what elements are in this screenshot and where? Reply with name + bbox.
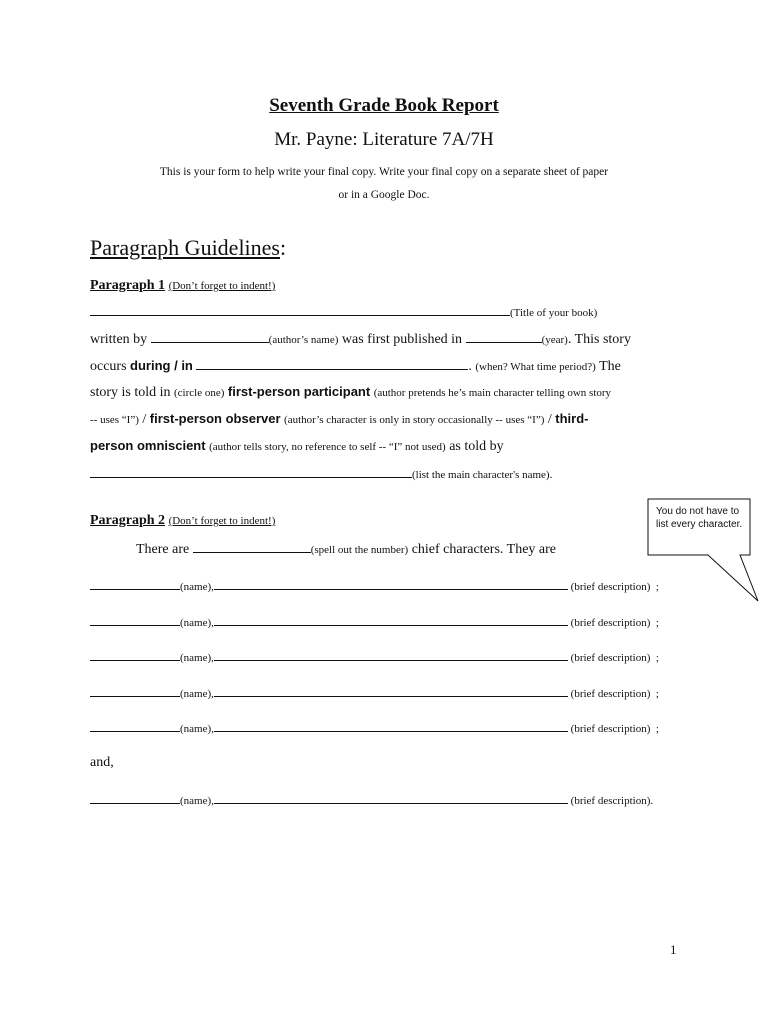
- circle-one-hint: (circle one): [174, 387, 225, 399]
- name-hint: (name),: [180, 617, 214, 629]
- main-character-line: [90, 465, 552, 483]
- period-line: occurs during / in . (when? What time period?) The: [90, 358, 621, 374]
- fpp-hint-2: -- uses “I”): [90, 414, 139, 426]
- semicolon: ;: [655, 723, 659, 735]
- and-text: and,: [90, 755, 114, 770]
- name-hint: (name),: [180, 688, 214, 700]
- name-hint: (name),: [180, 652, 214, 664]
- main-character-blank[interactable]: [90, 465, 412, 478]
- year-blank[interactable]: [466, 330, 542, 343]
- section-heading: [90, 235, 286, 261]
- character-description-blank[interactable]: [214, 791, 568, 804]
- first-person-observer-option[interactable]: first-person observer: [149, 411, 281, 426]
- third-person-omniscient-option[interactable]: person omniscient: [90, 438, 206, 453]
- paragraph-2-label: Paragraph 2: [90, 513, 166, 528]
- during-in-text: during / in: [130, 358, 193, 373]
- first-person-participant-option[interactable]: first-person participant: [227, 384, 371, 399]
- character-name-blank[interactable]: [90, 684, 180, 697]
- description-hint: (brief description): [570, 617, 651, 629]
- point-of-view-line-3: [90, 438, 504, 455]
- occurs-text: occurs: [90, 359, 127, 374]
- as-told-by-text: as told by: [449, 439, 504, 454]
- intro-line-2: or in a Google Doc.: [338, 189, 430, 201]
- section-heading-colon: :: [280, 235, 287, 260]
- description-hint-final: (brief description).: [570, 795, 654, 807]
- there-are-text: There are: [136, 542, 190, 557]
- document-title: Seventh Grade Book Report: [269, 95, 499, 116]
- story-told-text: story is told in: [90, 385, 171, 400]
- point-of-view-line: [90, 384, 611, 401]
- name-hint: (name),: [180, 723, 214, 735]
- character-description-blank[interactable]: [214, 577, 568, 590]
- page-number: 1: [670, 942, 677, 957]
- chief-characters-text: chief characters. They are: [411, 542, 557, 557]
- character-row: [90, 648, 659, 664]
- semicolon: ;: [655, 652, 659, 664]
- character-row: [90, 719, 659, 735]
- intro-line-1: This is your form to help write your final copy. Write your final copy on a separate sheet of paper: [159, 166, 609, 178]
- book-title-blank[interactable]: [90, 303, 510, 316]
- character-count-line: [136, 540, 556, 558]
- character-row: [90, 577, 659, 593]
- character-name-blank[interactable]: [90, 613, 180, 626]
- description-hint: (brief description): [570, 688, 651, 700]
- slash-2: /: [547, 412, 552, 427]
- character-row: [90, 613, 659, 629]
- semicolon: ;: [655, 617, 659, 629]
- spell-hint: (spell out the number): [310, 544, 409, 556]
- semicolon: ;: [655, 581, 659, 593]
- time-period-blank[interactable]: [196, 357, 468, 370]
- omni-hint: (author tells story, no reference to self -- “I” not used): [209, 441, 446, 453]
- year-hint: (year): [541, 334, 568, 346]
- first-published-text: was first published in: [341, 332, 463, 347]
- author-blank[interactable]: [151, 330, 269, 343]
- character-row: [90, 684, 659, 700]
- description-hint: (brief description): [570, 581, 651, 593]
- section-heading-text: Paragraph Guidelines: [90, 235, 280, 260]
- fpp-hint: (author pretends he’s main character telling own story: [373, 387, 612, 399]
- semicolon: ;: [655, 688, 659, 700]
- slash-1: /: [142, 412, 147, 427]
- character-description-blank[interactable]: [214, 684, 568, 697]
- paragraph-2-note: (Don’t forget to indent!): [168, 515, 276, 527]
- callout-text: You do not have to list every character.: [656, 506, 743, 530]
- book-title-hint: (Title of your book): [510, 307, 598, 319]
- paragraph-1-label: Paragraph 1: [90, 278, 166, 293]
- paragraph-2-heading: [90, 513, 275, 529]
- point-of-view-line-2: [90, 411, 588, 428]
- character-name-blank[interactable]: [90, 648, 180, 661]
- character-name-blank[interactable]: [90, 719, 180, 732]
- paragraph-1-heading: [90, 278, 275, 294]
- character-name-blank[interactable]: [90, 577, 180, 590]
- character-description-blank[interactable]: [214, 613, 568, 626]
- author-hint: (author’s name): [268, 334, 339, 346]
- written-by-text: written by: [90, 332, 148, 347]
- character-row-final: [90, 791, 653, 807]
- name-hint: (name),: [180, 795, 214, 807]
- document-subtitle: Mr. Payne: Literature 7A/7H: [274, 129, 494, 150]
- this-story-text: . This story: [567, 332, 631, 347]
- description-hint: (brief description): [570, 723, 651, 735]
- character-description-blank[interactable]: [214, 719, 568, 732]
- third-person-option-start[interactable]: third-: [555, 411, 589, 426]
- character-count-blank[interactable]: [193, 540, 311, 553]
- the-text: The: [599, 359, 621, 374]
- main-character-hint: (list the main character's name).: [412, 469, 553, 481]
- book-title-line: [90, 303, 597, 321]
- description-hint: (brief description): [570, 652, 651, 664]
- paragraph-1-note: (Don’t forget to indent!): [168, 280, 276, 292]
- author-line: [90, 330, 631, 348]
- character-name-blank[interactable]: [90, 791, 180, 804]
- character-description-blank[interactable]: [214, 648, 568, 661]
- fpo-hint: (author’s character is only in story occasionally -- uses “I”): [284, 414, 545, 426]
- when-hint: (when? What time period?): [475, 361, 596, 373]
- name-hint: (name),: [180, 581, 214, 593]
